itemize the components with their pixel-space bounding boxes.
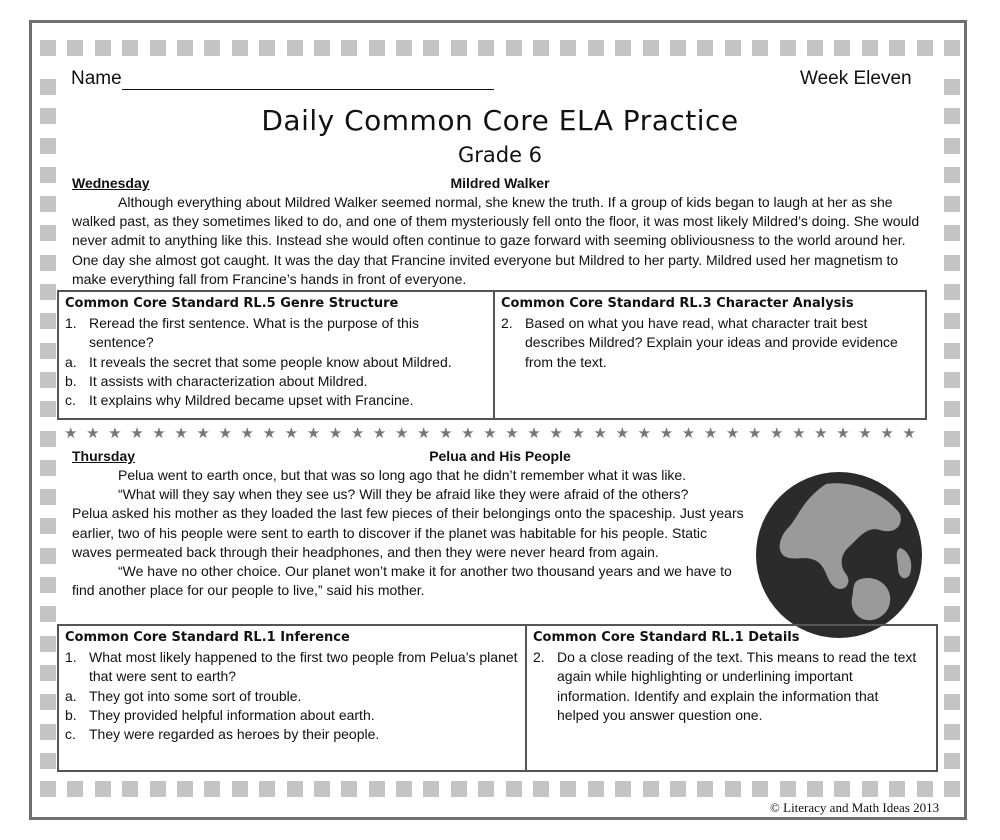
divider-star-icon: ★ [747, 425, 762, 442]
border-square [944, 489, 960, 505]
border-square [287, 40, 303, 56]
passage-paragraph: Pelua asked his mother as they loaded the last few pieces of their belongings onto the spaceship. Just years earlier, two of his people were sent to earth to discover if the planet was habitable for his people. Static waves permeated back through their headphones, and then they were never heard from again. [72, 505, 744, 560]
border-square [944, 753, 960, 769]
option-text: They were regarded as heroes by their people. [89, 726, 380, 743]
border-square [40, 79, 56, 95]
divider-star-icon: ★ [637, 425, 652, 442]
border-square [944, 518, 960, 534]
border-square [95, 781, 111, 797]
divider-star-icon: ★ [284, 425, 299, 442]
border-square [780, 781, 796, 797]
border-square [40, 518, 56, 534]
divider-star-icon: ★ [394, 425, 409, 442]
border-square [423, 781, 439, 797]
question-box-thursday [57, 624, 938, 772]
border-square [670, 40, 686, 56]
border-square [615, 40, 631, 56]
border-square [40, 665, 56, 681]
divider-star-icon: ★ [615, 425, 630, 442]
border-square [944, 40, 960, 56]
border-square [423, 40, 439, 56]
border-square [177, 40, 193, 56]
border-square [40, 313, 56, 329]
border-square [944, 431, 960, 447]
divider-star-icon: ★ [770, 425, 784, 442]
border-square [944, 781, 960, 797]
border-square [369, 40, 385, 56]
option-text: They got into some sort of trouble. [89, 687, 302, 704]
border-square [944, 606, 960, 622]
border-square [204, 781, 220, 797]
border-square [478, 781, 494, 797]
story-title-pelua: Pelua and His People [429, 448, 571, 464]
name-line[interactable] [122, 89, 494, 90]
story-title-mildred: Mildred Walker [450, 175, 550, 191]
option-text: It reveals the secret that some people know about Mildred. [89, 353, 452, 370]
divider-star-icon: ★ [306, 425, 321, 442]
border-square [40, 431, 56, 447]
border-square [67, 781, 83, 797]
border-square [150, 40, 166, 56]
divider-star-icon: ★ [218, 425, 232, 442]
question-card-rl5 [59, 292, 493, 418]
border-square [259, 781, 275, 797]
divider-star-icon: ★ [152, 425, 166, 442]
divider-star-icon: ★ [549, 425, 563, 442]
question-text: Reread the first sentence. What is the purpose of this sentence? [89, 315, 419, 351]
border-square [944, 577, 960, 593]
answer-option-a[interactable] [65, 353, 487, 372]
border-square [40, 401, 56, 417]
question-card-rl1-details [525, 626, 936, 770]
border-square [341, 40, 357, 56]
border-square [40, 606, 56, 622]
answer-option-b[interactable] [65, 706, 519, 725]
border-square [122, 40, 138, 56]
question-box-wednesday [57, 290, 927, 420]
border-square [40, 694, 56, 710]
border-square [95, 40, 111, 56]
divider-star-icon: ★ [814, 425, 828, 442]
border-square [862, 40, 878, 56]
border-square [40, 781, 56, 797]
divider-star-icon: ★ [505, 425, 519, 442]
divider-star-icon: ★ [64, 425, 78, 442]
border-square [944, 548, 960, 564]
option-letter: b. [65, 706, 77, 723]
border-square [917, 781, 933, 797]
option-letter: b. [65, 372, 77, 389]
border-square [506, 781, 522, 797]
option-text: They provided helpful information about earth. [89, 706, 375, 723]
divider-star-icon: ★ [86, 425, 100, 442]
divider-star-icon: ★ [174, 425, 188, 442]
border-square [725, 781, 741, 797]
divider-star-icon: ★ [130, 425, 144, 442]
divider-star-icon: ★ [858, 425, 872, 442]
grade-label: Grade 6 [457, 143, 543, 167]
border-square [506, 40, 522, 56]
divider-star-icon: ★ [527, 425, 541, 442]
border-square [40, 255, 56, 271]
border-square [40, 225, 56, 241]
border-square [588, 781, 604, 797]
question-2 [533, 648, 924, 725]
border-square [396, 781, 412, 797]
border-square [944, 372, 960, 388]
border-square [40, 724, 56, 740]
border-square [150, 781, 166, 797]
border-square [643, 781, 659, 797]
border-square [807, 40, 823, 56]
border-square [478, 40, 494, 56]
answer-option-c[interactable] [65, 391, 487, 410]
divider-star-icon: ★ [902, 425, 916, 442]
question-number: 2. [501, 315, 513, 331]
square-border-top [40, 40, 960, 56]
border-square [40, 489, 56, 505]
passage-pelua [72, 466, 744, 600]
divider-star-icon: ★ [108, 425, 122, 442]
standard-label: Common Core Standard RL.3 Character Analysis [501, 296, 854, 311]
divider-star-icon: ★ [792, 425, 806, 442]
border-square [944, 284, 960, 300]
option-text: It assists with characterization about Mildred. [89, 372, 368, 389]
question-number: 1. [65, 315, 77, 331]
border-square [862, 781, 878, 797]
answer-option-a[interactable] [65, 687, 519, 706]
border-square [560, 781, 576, 797]
border-square [451, 40, 467, 56]
divider-star-icon: ★ [417, 425, 431, 442]
question-number: 2. [533, 649, 545, 665]
border-square [67, 40, 83, 56]
border-square [944, 196, 960, 212]
divider-star-icon: ★ [196, 425, 210, 442]
border-square [40, 284, 56, 300]
border-square [944, 343, 960, 359]
border-square [40, 753, 56, 769]
border-square [725, 40, 741, 56]
border-square [40, 548, 56, 564]
border-square [533, 40, 549, 56]
star-divider [64, 424, 916, 442]
border-square [697, 781, 713, 797]
standard-label: Common Core Standard RL.1 Inference [65, 630, 350, 645]
question-card-rl1-inference [59, 626, 525, 770]
border-square [259, 40, 275, 56]
question-2 [501, 314, 919, 372]
square-border-bottom [40, 781, 960, 797]
week-label: Week Eleven [800, 68, 912, 89]
passage-paragraph: Pelua went to earth once, but that was so long ago that he didn’t remember what it was like. [118, 467, 687, 483]
border-square [588, 40, 604, 56]
divider-star-icon: ★ [880, 425, 894, 442]
divider-star-icon: ★ [659, 425, 674, 442]
divider-star-icon: ★ [240, 425, 254, 442]
day-wednesday: Wednesday [72, 175, 150, 191]
passage-paragraph: “We have no other choice. Our planet won’t make it for another two thousand years and we have to find another place for our people to live,” said his mother. [72, 563, 732, 599]
border-square [944, 79, 960, 95]
border-square [560, 40, 576, 56]
border-square [944, 724, 960, 740]
day-thursday: Thursday [72, 448, 136, 464]
border-square [944, 694, 960, 710]
passage-paragraph: “What will they say when they see us? Will they be afraid like they were afraid of the others? [118, 486, 689, 503]
divider-star-icon: ★ [461, 425, 475, 442]
border-square [944, 255, 960, 271]
divider-star-icon: ★ [350, 425, 365, 442]
divider-star-icon: ★ [328, 425, 343, 442]
border-square [40, 40, 56, 56]
question-card-rl3 [493, 292, 925, 418]
border-square [287, 781, 303, 797]
option-letter: c. [65, 726, 76, 743]
border-square [834, 781, 850, 797]
standard-label: Common Core Standard RL.1 Details [533, 630, 800, 645]
copyright-notice: © Literacy and Math Ideas 2013 [770, 800, 940, 815]
border-square [780, 40, 796, 56]
divider-star-icon: ★ [483, 425, 497, 442]
border-square [944, 225, 960, 241]
border-square [834, 40, 850, 56]
passage-mildred [72, 193, 930, 289]
question-1 [65, 314, 487, 353]
border-square [643, 40, 659, 56]
border-square [232, 781, 248, 797]
border-square [807, 781, 823, 797]
border-square [615, 781, 631, 797]
border-square [533, 781, 549, 797]
divider-star-icon: ★ [372, 425, 387, 442]
border-square [177, 781, 193, 797]
border-square [314, 40, 330, 56]
border-square [314, 781, 330, 797]
border-square [40, 372, 56, 388]
border-square [944, 401, 960, 417]
border-square [889, 781, 905, 797]
border-square [944, 665, 960, 681]
divider-star-icon: ★ [439, 425, 453, 442]
divider-star-icon: ★ [725, 425, 740, 442]
border-square [40, 343, 56, 359]
border-square [341, 781, 357, 797]
answer-option-b[interactable] [65, 372, 487, 391]
border-square [451, 781, 467, 797]
border-square [889, 40, 905, 56]
question-text: Based on what you have read, what character trait best describes Mildred? Explain your ideas and provide evidence from the text. [525, 315, 898, 370]
border-square [40, 196, 56, 212]
page-title: Daily Common Core ELA Practice [261, 104, 739, 137]
divider-star-icon: ★ [571, 425, 585, 442]
border-square [752, 40, 768, 56]
answer-option-c[interactable] [65, 725, 519, 744]
border-square [944, 636, 960, 652]
border-square [122, 781, 138, 797]
divider-star-icon: ★ [262, 425, 277, 442]
divider-star-icon: ★ [593, 425, 607, 442]
border-square [670, 781, 686, 797]
name-label: Name [71, 68, 122, 89]
option-letter: a. [65, 687, 77, 704]
divider-star-icon: ★ [681, 425, 696, 442]
question-number: 1. [65, 649, 77, 665]
question-text: Do a close reading of the text. This means to read the text again while highlighting or underlining important information. Identify and explain the information that helped you answer question one. [557, 649, 917, 723]
border-square [40, 636, 56, 652]
question-1 [65, 648, 519, 687]
standard-label: Common Core Standard RL.5 Genre Structure [65, 296, 399, 311]
option-letter: a. [65, 353, 77, 370]
border-square [369, 781, 385, 797]
border-square [204, 40, 220, 56]
border-square [396, 40, 412, 56]
border-square [944, 313, 960, 329]
border-square [752, 781, 768, 797]
question-text: What most likely happened to the first two people from Pelua’s planet that were sent to earth? [89, 649, 518, 685]
divider-star-icon: ★ [703, 425, 718, 442]
border-square [232, 40, 248, 56]
option-text: It explains why Mildred became upset with Francine. [89, 392, 414, 409]
border-square [40, 577, 56, 593]
divider-star-icon: ★ [836, 425, 850, 442]
option-letter: c. [65, 392, 76, 409]
earth-globe-icon [754, 470, 924, 640]
border-square [697, 40, 713, 56]
border-square [917, 40, 933, 56]
passage-paragraph: Although everything about Mildred Walker seemed normal, she knew the truth. If a group of kids began to laugh at her as she walked past, as they sometimes liked to do, and one of them mysteriously fell onto the floor, it was most likely Mildred’s doing. She would never admit to anything like this. Instead she would often continue to gaze forward with seeming obliviousness to the world around her. One day she almost got caught. It was the day that Francine invited everyone but Mildred to her party. Mildred used her magnetism to make everything fall from Francine’s hands in front of everyone. [72, 194, 920, 287]
